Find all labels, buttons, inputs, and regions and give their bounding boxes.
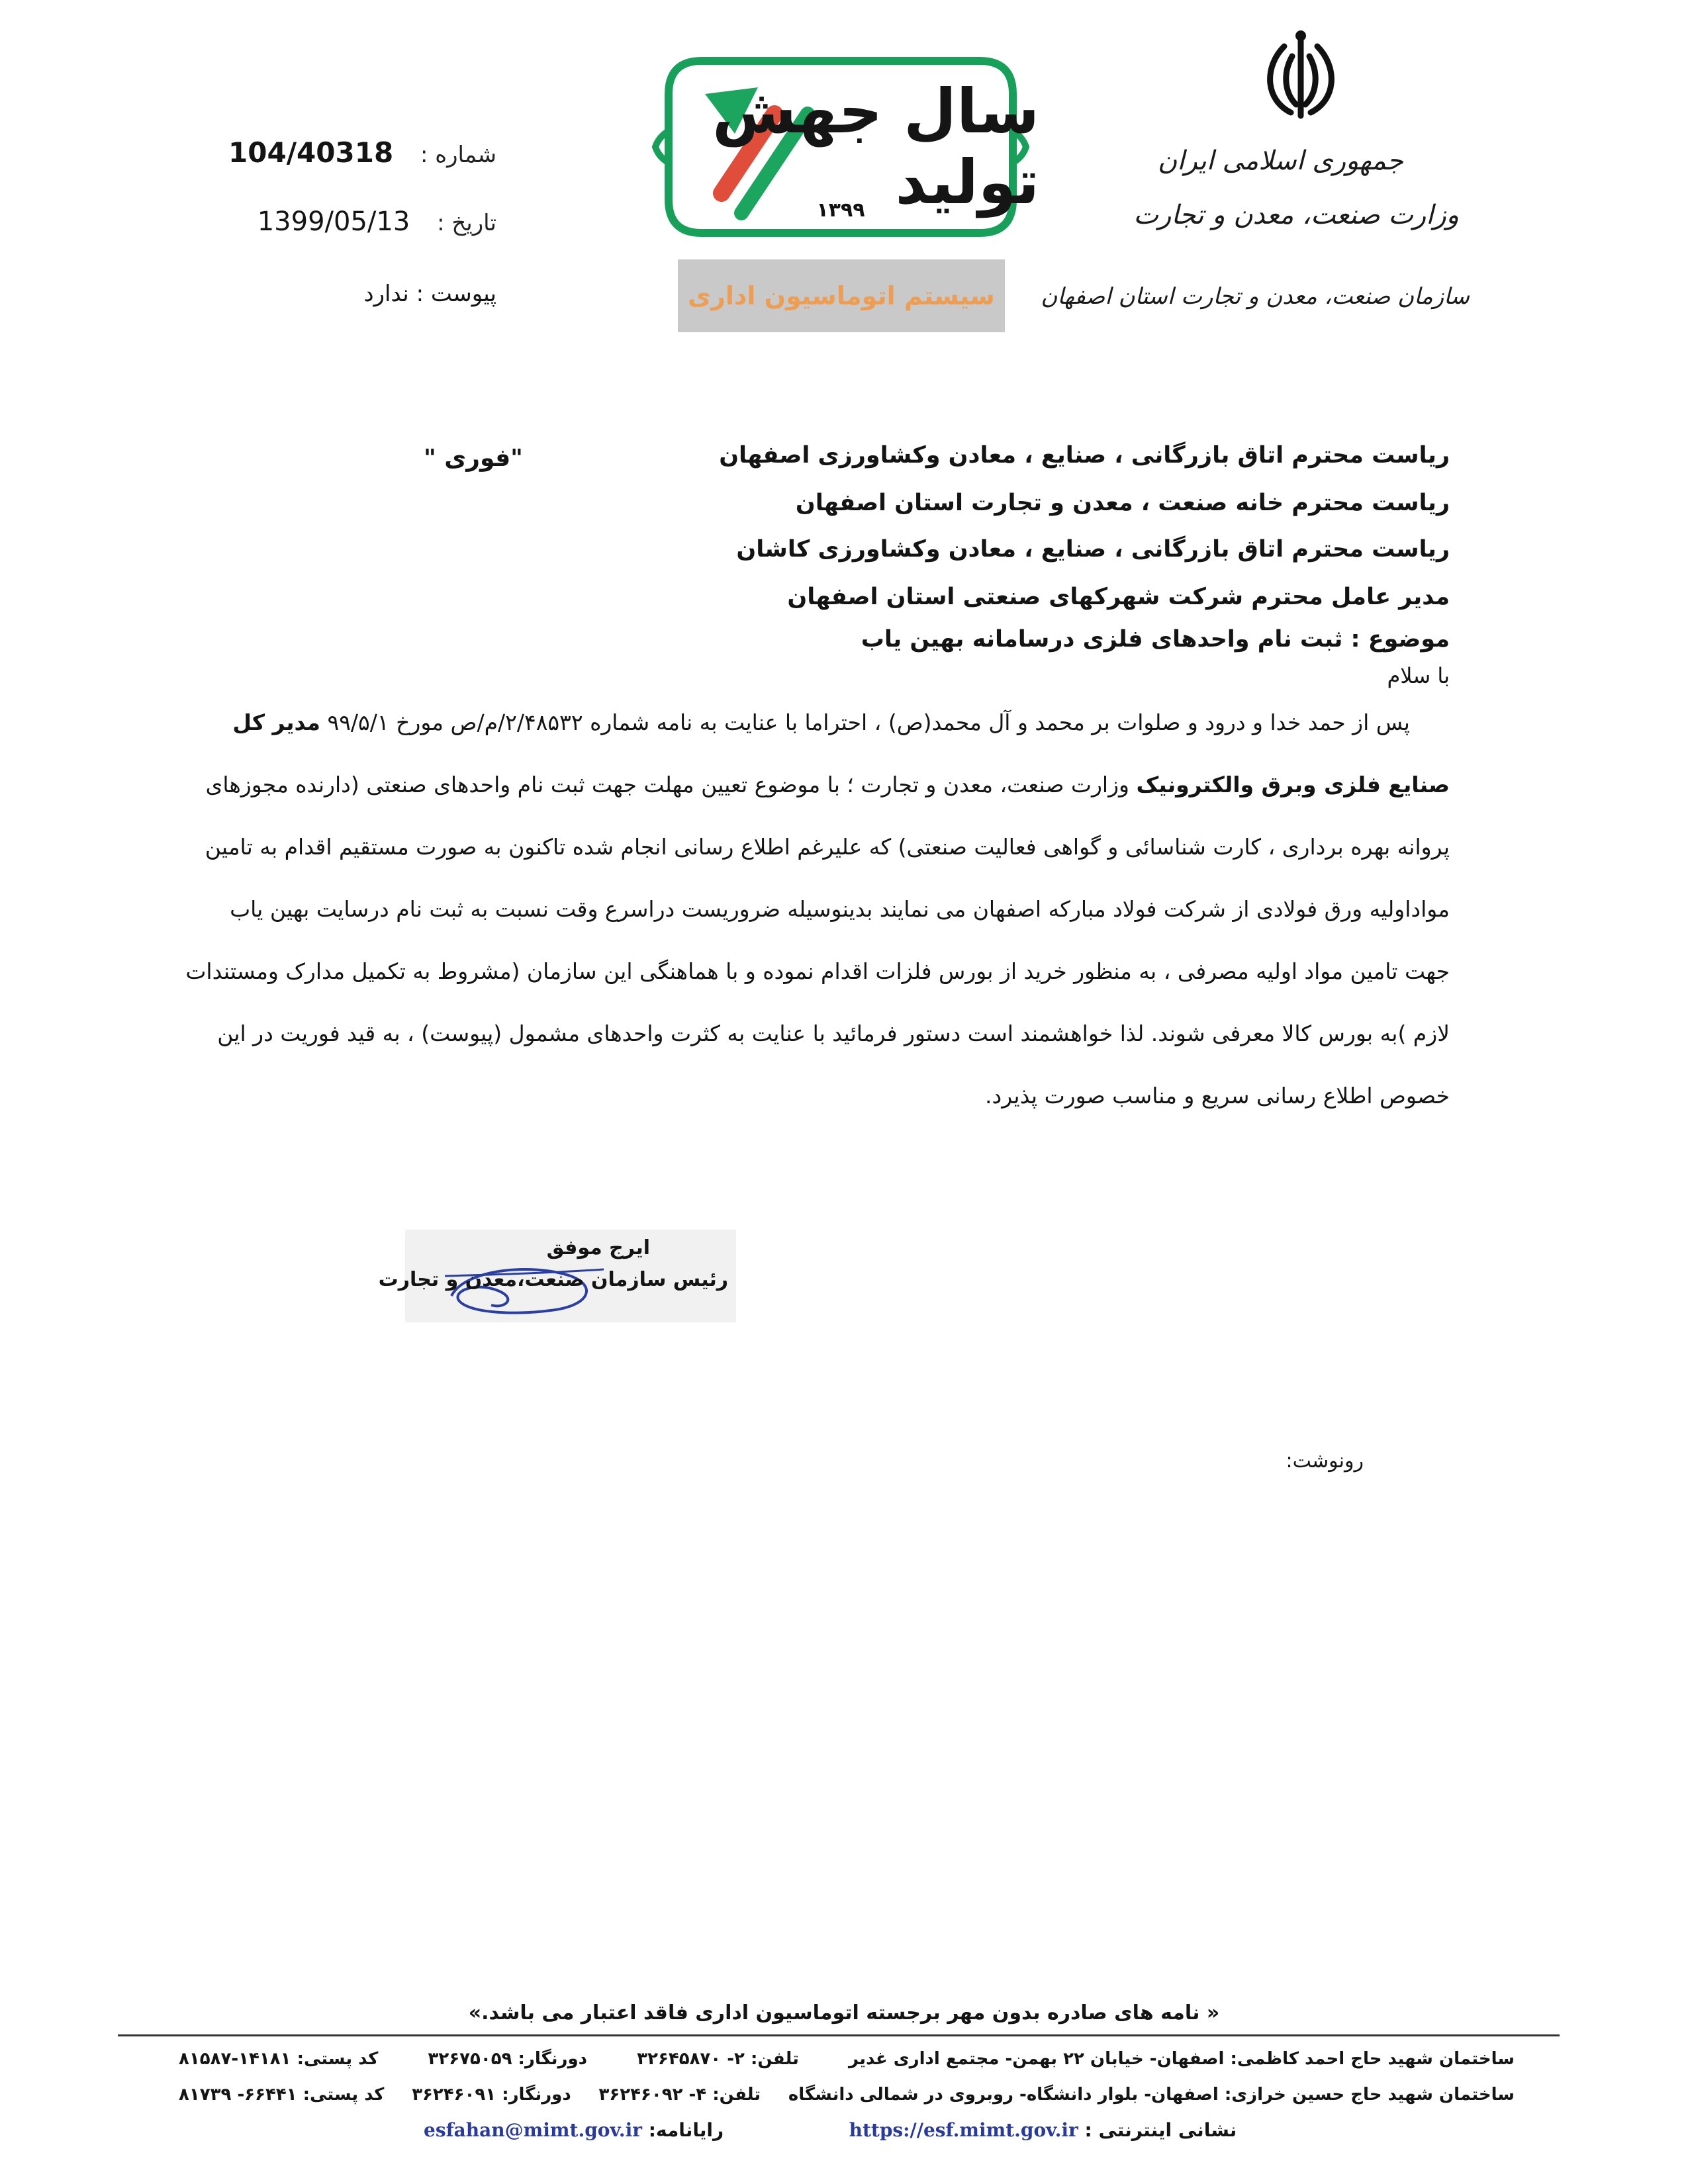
letter-attachment: پیوست : ندارد [363,281,496,307]
footer-contact: نشانی اینترنتی : https://esf.mimt.gov.ir رایانامه: esfahan@mimt.gov.ir [424,2119,1237,2141]
slogan-badge [642,48,1039,246]
slogan-year: ۱۳۹۹ [816,199,865,222]
footer-address-1: ساختمان شهید حاج احمد کاظمی: اصفهان- خیابان ۲۲ بهمن- مجتمع اداری غدیر تلفن: ۲- ۳۲۶۴۵۸۷۰ دورنگار: ۳۲۶۷۵۰۵۹ کد پستی: ۱۴۱۸۱-۸۱۵۸۷ [179,2049,1515,2069]
body-line-1: پس از حمد خدا و درود و صلوات بر محمد و آل محمد(ص) ، احتراما با عنایت به نامه شماره ۲/۴۸۵۳۲/م/ص مورخ ۹۹/۵/۱ مدیر کل [232,709,1410,735]
signer-name: ایرج موفق [546,1236,650,1259]
recipient-2: ریاست محترم خانه صنعت ، معدن و تجارت استان اصفهان [795,490,1450,516]
footer-divider [118,2034,1560,2036]
signer-title: رئیس سازمان صنعت،معدن و تجارت [378,1268,728,1291]
recipient-3: ریاست محترم اتاق بازرگانی ، صنایع ، معادن وکشاورزی کاشان [736,536,1450,563]
letter-date-value: 1399/05/13 [257,206,410,237]
cc-label: رونوشت: [1286,1449,1364,1473]
recipient-1: ریاست محترم اتاق بازرگانی ، صنایع ، معادن وکشاورزی اصفهان [719,442,1450,469]
emblem-line-ministry: وزارت صنعت، معدن و تجارت [1133,200,1459,230]
slogan-title: سال جهش تولید [712,76,1039,218]
automation-system-label: سیستم اتوماسیون اداری [688,281,995,310]
iran-emblem-icon [1258,26,1344,126]
letter-date: تاریخ : 1399/05/13 [257,206,496,237]
body-line-2: صنایع فلزی وبرق والکترونیک وزارت صنعت، معدن و تجارت ؛ با موضوع تعیین مهلت جهت ثبت نام واحدهای صنعتی (دارنده مجوزهای [205,772,1450,797]
urgent-marker: "فوری " [424,445,523,472]
letter-number: شماره : 104/40318 [228,136,496,169]
body-line-3: پروانه بهره برداری ، کارت شناسائی و گواهی فعالیت صنعتی) که علیرغم اطلاع رسانی انجام شده تاکنون به صورت مستقیم اقدام به تامین [205,834,1450,860]
recipient-4: مدیر عامل محترم شرکت شهرکهای صنعتی استان اصفهان [787,584,1450,610]
greeting: با سلام [1387,663,1450,688]
emblem-line-republic: جمهوری اسلامی ایران [1157,146,1403,176]
body-line-4: مواداولیه ورق فولادی از شرکت فولاد مبارکه اصفهان می نمایند بدینوسیله ضروریست دراسرع وقت نسبت به ثبت نام درسایت بهین یاب [230,896,1450,922]
website-link[interactable]: https://esf.mimt.gov.ir [849,2119,1078,2141]
letter-number-value: 104/40318 [228,136,394,169]
letter-subject: موضوع : ثبت نام واحدهای فلزی درسامانه بهین یاب [861,626,1450,653]
footer-address-2: ساختمان شهید حاج حسین خرازی: اصفهان- بلوار دانشگاه- روبروی در شمالی دانشگاه تلفن: ۴- ۳۶۲۴۶۰۹۲ دورنگار: ۳۶۲۴۶۰۹۱ کد پستی: ۶۶۴۴۱- ۸۱۷۳۹ [179,2085,1515,2105]
body-line-6: لازم )به بورس کالا معرفی شوند. لذا خواهشمند است دستور فرمائید با عنایت به کثرت واحدهای مشمول (پیوست) ، به قید فوریت در این [217,1021,1450,1046]
body-line-5: جهت تامین مواد اولیه مصرفی ، به منظور خرید از بورس فلزات اقدام نموده و با هماهنگی این سازمان (مشروط به تکمیل مدارک ومستندات [185,958,1450,984]
body-line-7: خصوص اطلاع رسانی سریع و مناسب صورت پذیرد. [985,1083,1450,1109]
signature-block [378,1230,736,1322]
automation-system-banner [678,259,1005,332]
footer-notice: « نامه های صادره بدون مهر برجسته اتوماسیون اداری فاقد اعتبار می باشد.» [468,2001,1220,2025]
email-link[interactable]: esfahan@mimt.gov.ir [424,2119,643,2141]
ministry-emblem-block [1041,26,1483,344]
emblem-line-organization: سازمان صنعت، معدن و تجارت استان اصفهان [1041,283,1470,310]
